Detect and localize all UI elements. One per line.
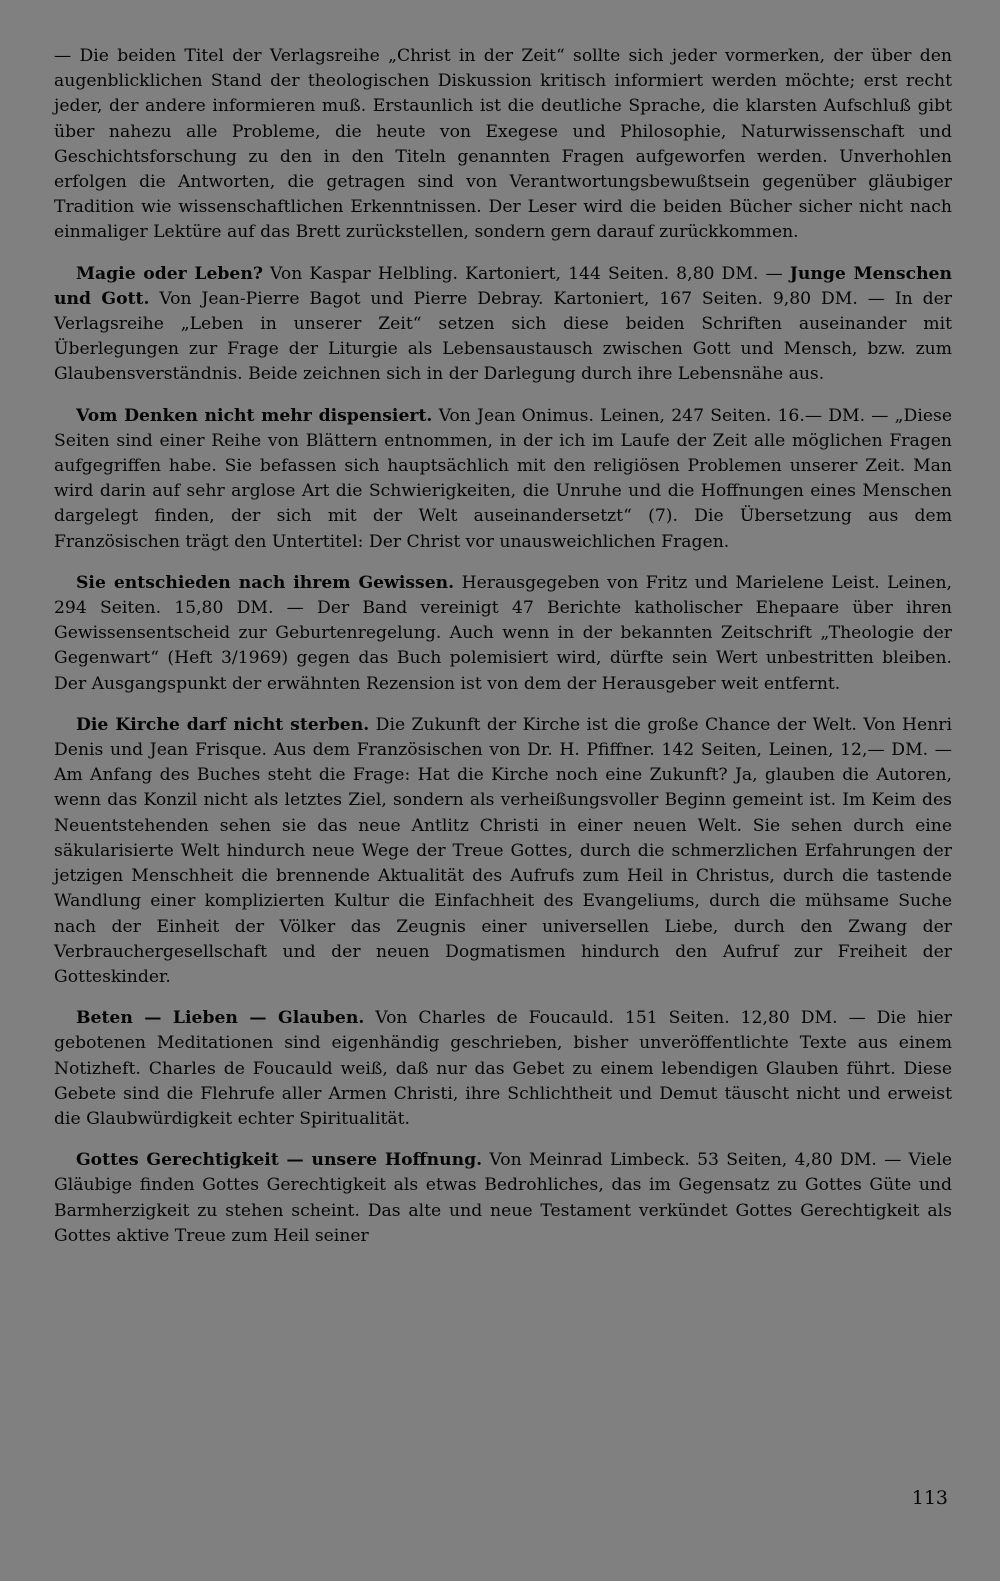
review-magie-oder-leben: [54, 262, 952, 388]
book-title: Vom Denken nicht mehr dispensiert.: [76, 405, 433, 426]
book-title: Die Kirche darf nicht sterben.: [76, 714, 370, 735]
book-title: Junge Menschen und Gott.: [54, 263, 952, 309]
review-sie-entschieden: [54, 571, 952, 697]
review-vom-denken: [54, 404, 952, 555]
book-title: Gottes Gerechtigkeit — unsere Hoffnung.: [76, 1150, 483, 1171]
page-number: 113: [911, 1487, 948, 1509]
book-title: Sie entschieden nach ihrem Gewissen.: [76, 572, 455, 593]
review-text: Von Meinrad Limbeck. 53 Seiten, 4,80 DM. — Viele Gläubige finden Gottes Gerechtigkeit als etwas Bedrohliches, das im Gegensatz zu Gottes Güte und Barmherzigkeit zu stehen scheint. Das alte und neue Testament verkündet Gottes Gerechtigkeit als Gottes aktive Treue zum Heil seiner: [54, 1150, 953, 1246]
book-title: Beten — Lieben — Glauben.: [76, 1008, 365, 1029]
review-beten-lieben-glauben: [54, 1006, 952, 1132]
intro-paragraph: [54, 44, 952, 246]
text-column: [54, 44, 952, 1265]
review-text: Von Charles de Foucauld. 151 Seiten. 12,80 DM. — Die hier gebotenen Meditationen sind eigenhändig geschrieben, bisher unveröffentlichte Texte aus einem Notizheft. Charles de Foucauld weiß, daß nur das Gebet zu einem lebendigen Glauben führt. Diese Gebete sind die Flehrufe aller Armen Christi, ihre Schlichtheit und Demut täuscht nicht und erweist die Glaubwürdigkeit echter Spiritualität.: [54, 1008, 953, 1129]
review-text: Von Jean Onimus. Leinen, 247 Seiten. 16.— DM. — „Diese Seiten sind einer Reihe von Blättern entnommen, in der ich im Laufe der Zeit alle möglichen Fragen aufgegriffen habe. Sie befassen sich hauptsächlich mit den religiösen Problemen unserer Zeit. Man wird darin auf sehr arglose Art die Schwierigkeiten, die Unruhe und die Hoffnungen eines Menschen dargelegt finden, der sich mit der Welt auseinandersetzt“ (7). Die Übersetzung aus dem Französischen trägt den Untertitel: Der Christ vor unausweichlichen Fragen.: [54, 405, 952, 552]
review-text: Von Kaspar Helbling. Kartoniert, 144 Seiten. 8,80 DM. —: [262, 263, 790, 284]
review-text: Die Zukunft der Kirche ist die große Chance der Welt. Von Henri Denis und Jean Frisque. Aus dem Französischen von Dr. H. Pfiffner. 142 Seiten, Leinen, 12,— DM. — Am Anfang des Buches steht die Frage: Hat die Kirche noch eine Zukunft? Ja, glauben die Autoren, wenn das Konzil nicht als letztes Ziel, sondern als verheißungsvoller Beginn gemeint ist. Im Keim des Neuentstehenden sehen sie das neue Antlitz Christi in einer neuen Welt. Sie sehen durch eine säkularisierte Welt hindurch neue Wege der Treue Gottes, durch die schmerzlichen Erfahrungen der jetzigen Menschheit die brennende Aktualität des Aufrufs zum Heil in Christus, durch die tastende Wandlung einer komplizierten Kultur die Einfachheit des Evangeliums, durch die mühsame Suche nach der Einheit der Völker das Zeugnis einer universellen Liebe, durch den Zwang der Verbrauchergesellschaft und der neuen Dogmatismen hindurch den Aufruf zur Freiheit der Gotteskinder.: [54, 714, 952, 987]
review-text: Herausgegeben von Fritz und Marielene Leist. Leinen, 294 Seiten. 15,80 DM. — Der Band vereinigt 47 Berichte katholischer Ehepaare über ihren Gewissensentscheid zur Geburtenregelung. Auch wenn in der bekannten Zeitschrift „Theologie der Gegenwart“ (Heft 3/1969) gegen das Buch polemisiert wird, dürfte sein Wert unbestritten bleiben. Der Ausgangspunkt der erwähnten Rezension ist von dem der Herausgeber weit entfernt.: [54, 572, 952, 694]
paragraph-text: — Die beiden Titel der Verlagsreihe „Christ in der Zeit“ sollte sich jeder vormerken, der über den augenblicklichen Stand der theologischen Diskussion kritisch informiert werden möchte; erst recht jeder, der andere informieren muß. Erstaunlich ist die deutliche Sprache, die klarsten Aufschluß gibt über nahezu alle Probleme, die heute von Exegese und Philosophie, Naturwissenschaft und Geschichtsforschung zu den in den Titeln genannten Fragen aufgeworfen werden. Unverhohlen erfolgen die Antworten, die getragen sind von Verantwortungsbewußtsein gegenüber gläubiger Tradition wie wissenschaftlichen Erkenntnissen. Der Leser wird die beiden Bücher sicher nicht nach einmaliger Lektüre auf das Brett zurückstellen, sondern gern darauf zurückkommen.: [54, 46, 952, 243]
review-die-kirche: [54, 713, 952, 990]
review-gottes-gerechtigkeit: [54, 1148, 952, 1249]
review-text: Von Jean-Pierre Bagot und Pierre Debray. Kartoniert, 167 Seiten. 9,80 DM. — In der Verlagsreihe „Leben in unserer Zeit“ setzen sich diese beiden Schriften auseinander mit Überlegungen zur Frage der Liturgie als Lebensaustausch zwischen Gott und Mensch, bzw. zum Glaubensverständnis. Beide zeichnen sich in der Darlegung durch ihre Lebensnähe aus.: [54, 288, 952, 385]
book-title: Magie oder Leben?: [76, 263, 263, 284]
